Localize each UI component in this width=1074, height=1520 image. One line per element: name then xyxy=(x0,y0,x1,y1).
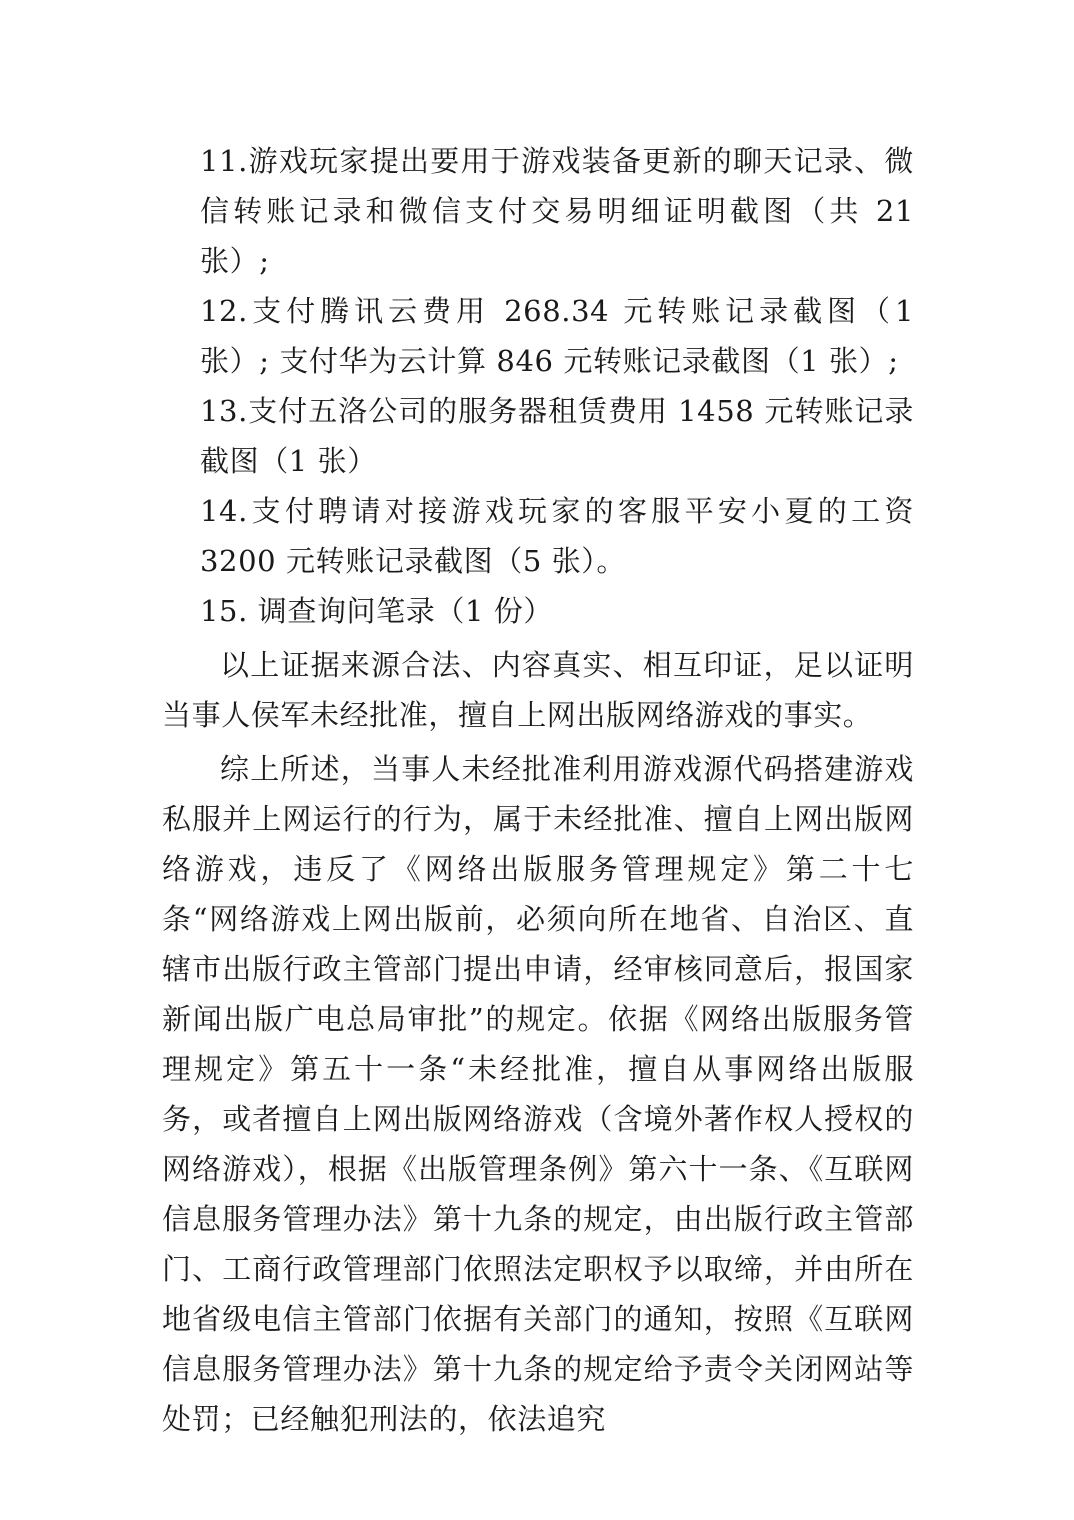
evidence-summary-paragraph: 以上证据来源合法、内容真实、相互印证，足以证明当事人侯军未经批准，擅自上网出版网络游戏的事实。 xyxy=(162,648,914,732)
document-body xyxy=(162,136,914,1444)
evidence-list-item-11: 11.游戏玩家提出要用于游戏装备更新的聊天记录、微信转账记录和微信支付交易明细证明截图（共 21 张）; xyxy=(200,144,914,278)
evidence-list-item-15: 15. 调查询问笔录（1 份） xyxy=(200,594,554,628)
conclusion-paragraph: 综上所述，当事人未经批准利用游戏源代码搭建游戏私服并上网运行的行为，属于未经批准、擅自上网出版网络游戏，违反了《网络出版服务管理规定》第二十七条“网络游戏上网出版前，必须向所在地省、自治区、直辖市出版行政主管部门提出申请，经审核同意后，报国家新闻出版广电总局审批”的规定。依据《网络出版服务管理规定》第五十一条“未经批准，擅自从事网络出版服务，或者擅自上网出版网络游戏（含境外著作权人授权的网络游戏），根据《出版管理条例》第六十一条、《互联网信息服务管理办法》第十九条的规定，由出版行政主管部门、工商行政管理部门依照法定职权予以取缔，并由所在地省级电信主管部门依据有关部门的通知，按照《互联网信息服务管理办法》第十九条的规定给予责令关闭网站等处罚；已经触犯刑法的，依法追究 xyxy=(162,752,914,1436)
evidence-list-item-12: 12.支付腾讯云费用 268.34 元转账记录截图（1 张）; 支付华为云计算 846 元转账记录截图（1 张）; xyxy=(200,294,914,378)
evidence-list-item-13: 13.支付五洛公司的服务器租赁费用 1458 元转账记录截图（1 张） xyxy=(200,394,914,478)
evidence-list-item-14: 14.支付聘请对接游戏玩家的客服平安小夏的工资 3200 元转账记录截图（5 张）。 xyxy=(200,494,914,578)
